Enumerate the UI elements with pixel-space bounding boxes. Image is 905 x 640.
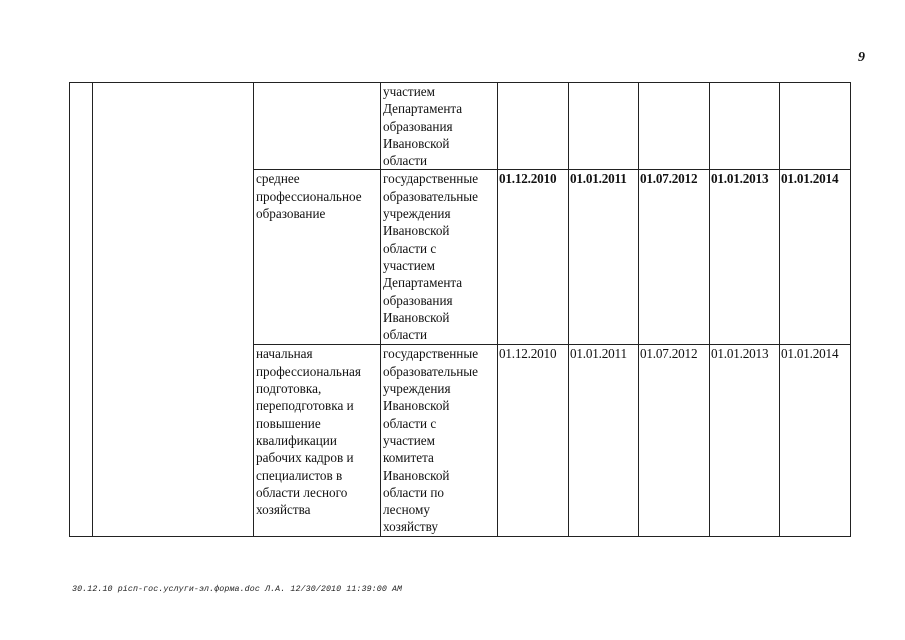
date-cell: 01.01.2013 <box>710 345 780 536</box>
education-level-cell <box>254 83 381 170</box>
date-cell: 01.12.2010 <box>498 345 569 536</box>
date-cell <box>639 83 710 170</box>
date-cell <box>498 83 569 170</box>
date-cell: 01.01.2013 <box>710 170 780 345</box>
date-cell: 01.12.2010 <box>498 170 569 345</box>
provider-cell: государственные образовательные учреждения Ивановской области с участием комитета Ивановской области по лесному хозяйству <box>381 345 498 536</box>
date-cell: 01.01.2014 <box>780 170 851 345</box>
service-name-cell <box>93 83 254 537</box>
provider-cell: государственные образовательные учреждения Ивановской области с участием Департамента образования Ивановской области <box>381 170 498 345</box>
education-level-cell: среднее профессиональное образование <box>254 170 381 345</box>
date-cell <box>710 83 780 170</box>
number-cell <box>70 83 93 537</box>
date-cell: 01.01.2011 <box>569 345 639 536</box>
provider-cell: участием Департамента образования Ивановской области <box>381 83 498 170</box>
date-cell: 01.07.2012 <box>639 345 710 536</box>
date-cell <box>569 83 639 170</box>
date-cell: 01.01.2011 <box>569 170 639 345</box>
document-footer: 30.12.10 рiсп-гос.услуги-эл.форма.doc Л.А. 12/30/2010 11:39:00 AM <box>72 585 403 594</box>
table-row <box>70 83 851 170</box>
date-cell <box>780 83 851 170</box>
services-schedule-table <box>69 82 851 537</box>
date-cell: 01.07.2012 <box>639 170 710 345</box>
date-cell: 01.01.2014 <box>780 345 851 536</box>
education-level-cell: начальная профессиональная подготовка, переподготовка и повышение квалификации рабочих кадров и специалистов в области лесного хозяйства <box>254 345 381 536</box>
page-number: 9 <box>858 50 865 65</box>
